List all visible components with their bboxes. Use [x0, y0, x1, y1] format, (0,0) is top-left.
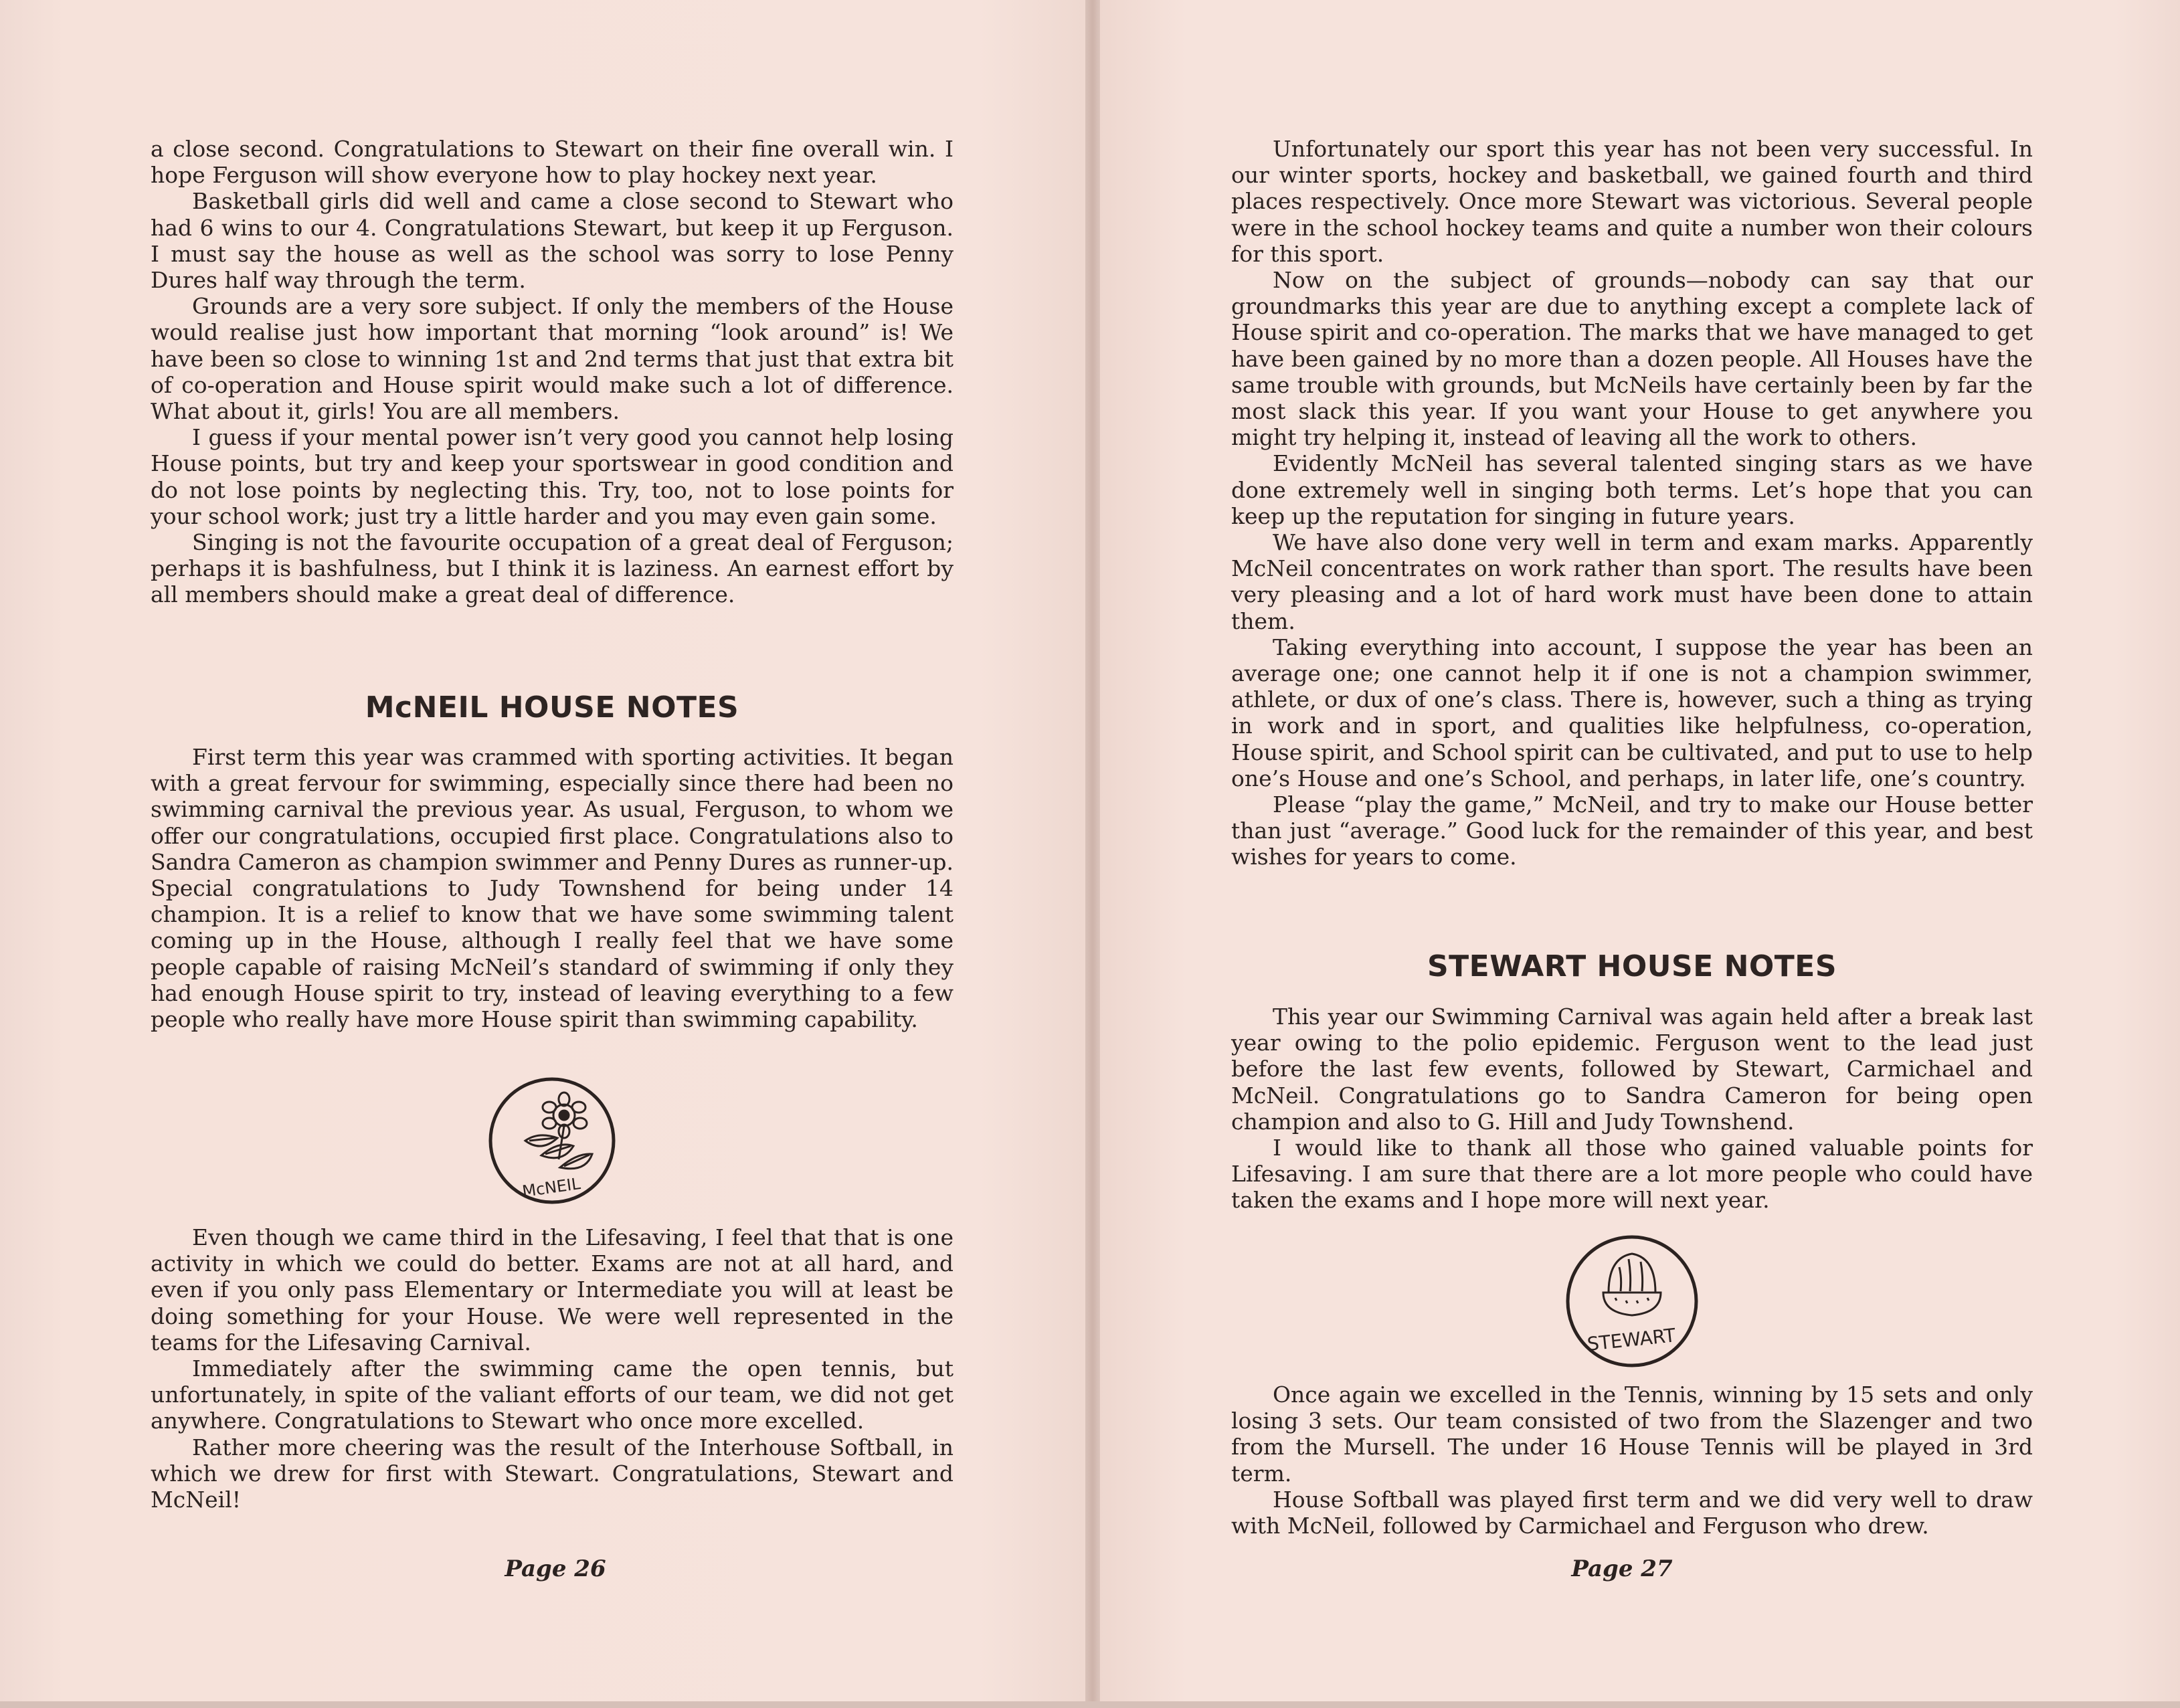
- left-column-mid: [151, 744, 953, 1032]
- stewart-crest-label: STEWART: [1586, 1324, 1677, 1355]
- right-para-2: Now on the subject of grounds—nobody can say that our groundmarks this year are due to anything except a complete lack of House spirit and co-operation. The marks that we have managed to get have been gained by no more than a dozen people. All Houses have the same trouble with grounds, but McNeils have certainly been by far the most slack this year. If you want your House to get anywhere you might try helping it, instead of leaving all the work to others.: [1231, 267, 2033, 451]
- right-page-number: Page 27: [1571, 1555, 1673, 1582]
- stewart-crest: [1231, 1231, 2033, 1371]
- mcneil-crest: [151, 1074, 953, 1208]
- right-column-mid: [1231, 1004, 2033, 1214]
- left-column-bottom: [151, 1224, 953, 1513]
- left-para-6: First term this year was crammed with sporting activities. It began with a great fervour for swimming, especially since there had been no swimming carnival the previous year. As usual, Ferguson, to whom we offer our congratulations, occupied first place. Congratulations also to Sandra Cameron as champion swimmer and Penny Dures as runner-up. Special congratulations to Judy Townshend for being under 14 champion. It is a relief to know that we have some swimming talent coming up in the House, although I really feel that we have some people capable of raising McNeil’s standard of swimming if only they had enough House spirit to try, instead of leaving everything to a few people who really have more House spirit than swimming capability.: [151, 744, 953, 1033]
- left-para-4: I guess if your mental power isn’t very good you cannot help losing House points, but try and keep your sportswear in good condition and do not lose points by neglecting this. Try, too, not to lose points for your school work; just try a little harder and you may even gain some.: [151, 424, 953, 529]
- right-para-9: Once again we excelled in the Tennis, winning by 15 sets and only losing 3 sets. Our team consisted of two from the Slazenger and two from the Mursell. The under 16 House Tennis will be played in 3rd term.: [1231, 1382, 2033, 1487]
- mcneil-crest-icon: [485, 1074, 619, 1208]
- left-para-9: Rather more cheering was the result of the Interhouse Softball, in which we drew for first with Stewart. Congratulations, Stewart and McNeil!: [151, 1434, 953, 1513]
- right-para-7: This year our Swimming Carnival was again held after a break last year owing to the polio epidemic. Ferguson went to the lead just before the last few events, followed by Stewart, Carmichael and McNeil. Congratulations go to Sandra Cameron for being open champion and also to G. Hill and Judy Townshend.: [1231, 1004, 2033, 1135]
- right-column-top: [1231, 136, 2033, 870]
- right-column-bottom: [1231, 1382, 2033, 1539]
- mcneil-heading: McNEIL HOUSE NOTES: [365, 690, 739, 725]
- left-page-number: Page 26: [505, 1555, 606, 1582]
- right-para-5: Taking everything into account, I suppose the year has been an average one; one cannot help it if one is not a champion swimmer, athlete, or dux of one’s class. There is, however, such a thing as trying in work and in sport, and qualities like helpfulness, co-operation, House spirit, and School spirit can be cultivated, and put to use to help one’s House and one’s School, and perhaps, in later life, one’s country.: [1231, 634, 2033, 791]
- stewart-crest-icon: [1562, 1231, 1702, 1371]
- right-para-10: House Softball was played first term and we did very well to draw with McNeil, followed by Carmichael and Ferguson who drew.: [1231, 1486, 2033, 1539]
- left-para-7: Even though we came third in the Lifesaving, I feel that that is one activity in which we could do better. Exams are not at all hard, and even if you only pass Elementary or Intermediate you will at least be doing something for your House. We were well represented in the teams for the Lifesaving Carnival.: [151, 1224, 953, 1355]
- right-page: [1100, 0, 2180, 1708]
- left-page: [0, 0, 1085, 1708]
- stewart-heading: STEWART HOUSE NOTES: [1427, 949, 1837, 983]
- left-para-3: Grounds are a very sore subject. If only the members of the House would realise just how important that morning “look around” is! We have been so close to winning 1st and 2nd terms that just that extra bit of co-operation and House spirit would make such a lot of difference. What about it, girls! You are all members.: [151, 293, 953, 425]
- bottom-edge: [0, 1701, 2180, 1708]
- right-para-3: Evidently McNeil has several talented singing stars as we have done extremely well in singing both terms. Let’s hope that you can keep up the reputation for singing in future years.: [1231, 450, 2033, 529]
- right-para-8: I would like to thank all those who gained valuable points for Lifesaving. I am sure that there are a lot more people who could have taken the exams and I hope more will next year.: [1231, 1135, 2033, 1214]
- left-column-top: [151, 136, 953, 608]
- left-para-8: Immediately after the swimming came the open tennis, but unfortunately, in spite of the valiant efforts of our team, we did not get anywhere. Congratulations to Stewart who once more excelled.: [151, 1355, 953, 1434]
- mcneil-crest-label: McNEIL: [521, 1174, 582, 1202]
- left-para-2: Basketball girls did well and came a close second to Stewart who had 6 wins to our 4. Congratulations Stewart, but keep it up Ferguson. I must say the house as well as the school was sorry to lose Penny Dures half way through the term.: [151, 188, 953, 294]
- right-para-1: Unfortunately our sport this year has not been very successful. In our winter sports, hockey and basketball, we gained fourth and third places respectively. Once more Stewart was victorious. Several people were in the school hockey teams and quite a number won their colours for this sport.: [1231, 136, 2033, 267]
- left-para-1: a close second. Congratulations to Stewart on their fine overall win. I hope Ferguson will show everyone how to play hockey next year.: [151, 136, 953, 189]
- left-para-5: Singing is not the favourite occupation of a great deal of Ferguson; perhaps it is bashfulness, but I think it is laziness. An earnest effort by all members should make a great deal of difference.: [151, 529, 953, 608]
- gutter: [1085, 0, 1100, 1708]
- right-para-6: Please “play the game,” McNeil, and try to make our House better than just “average.” Good luck for the remainder of this year, and best wishes for years to come.: [1231, 791, 2033, 870]
- right-para-4: We have also done very well in term and exam marks. Apparently McNeil concentrates on work rather than sport. The results have been very pleasing and a lot of hard work must have been done to attain them.: [1231, 529, 2033, 634]
